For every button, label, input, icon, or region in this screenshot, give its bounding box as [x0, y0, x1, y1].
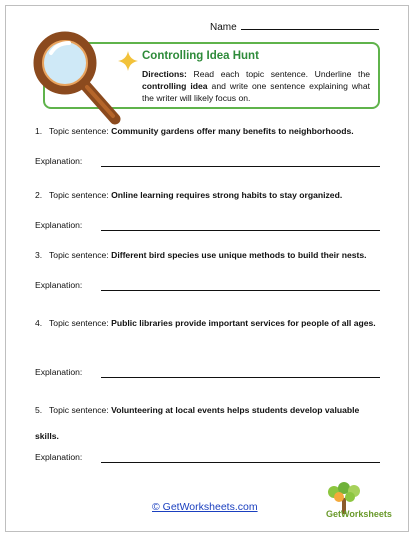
- topic-sentence: Public libraries provide important services for people of all ages.: [111, 318, 376, 328]
- answer-line[interactable]: [101, 462, 380, 463]
- explanation-3[interactable]: [35, 280, 380, 292]
- question-prefix: Topic sentence:: [49, 250, 112, 260]
- explanation-5[interactable]: [35, 452, 380, 464]
- explanation-label: Explanation:: [35, 220, 83, 230]
- explanation-label: Explanation:: [35, 156, 83, 166]
- topic-sentence: Community gardens offer many benefits to neighborhoods.: [111, 126, 354, 136]
- answer-line[interactable]: [101, 166, 380, 167]
- name-field[interactable]: [210, 20, 379, 33]
- answer-line[interactable]: [101, 290, 380, 291]
- question-3: [35, 249, 380, 262]
- directions-text-pre: Read each topic sentence. Underline the: [186, 69, 370, 79]
- sparkle-star-icon: [118, 51, 138, 71]
- question-prefix: Topic sentence:: [49, 190, 112, 200]
- question-1: [35, 125, 380, 138]
- directions-label: Directions:: [142, 69, 187, 79]
- explanation-label: Explanation:: [35, 452, 83, 462]
- explanation-label: Explanation:: [35, 367, 83, 377]
- question-number: 4.: [35, 318, 43, 328]
- question-number: 5.: [35, 405, 43, 415]
- question-4: [35, 310, 380, 336]
- name-label: Name: [210, 22, 237, 33]
- topic-sentence: Different bird species use unique methods to build their nests.: [111, 250, 367, 260]
- explanation-label: Explanation:: [35, 280, 83, 290]
- directions: [142, 68, 370, 104]
- question-prefix: Topic sentence:: [49, 126, 112, 136]
- question-number: 2.: [35, 190, 43, 200]
- directions-bold: controlling idea: [142, 81, 208, 91]
- directions-text-post: and write one sentence explaining what the writer will likely focus on.: [142, 81, 370, 103]
- question-5: [35, 397, 380, 449]
- question-prefix: Topic sentence:: [49, 405, 112, 415]
- getworksheets-link[interactable]: © GetWorksheets.com: [152, 501, 258, 513]
- question-prefix: Topic sentence:: [49, 318, 112, 328]
- topic-sentence: Online learning requires strong habits to stay organized.: [111, 190, 343, 200]
- explanation-2[interactable]: [35, 220, 380, 232]
- answer-line[interactable]: [101, 377, 380, 378]
- name-line[interactable]: [241, 20, 379, 30]
- logo-text: GetWorksheets: [326, 509, 392, 519]
- question-number: 1.: [35, 126, 43, 136]
- topic-sentence: Volunteering at local events helps students develop valuable skills.: [35, 405, 360, 441]
- explanation-1[interactable]: [35, 156, 380, 168]
- question-2: [35, 189, 380, 202]
- explanation-4[interactable]: [35, 367, 380, 379]
- magnifying-glass-icon: [29, 27, 129, 129]
- worksheet-title: Controlling Idea Hunt: [142, 50, 259, 62]
- question-number: 3.: [35, 250, 43, 260]
- answer-line[interactable]: [101, 230, 380, 231]
